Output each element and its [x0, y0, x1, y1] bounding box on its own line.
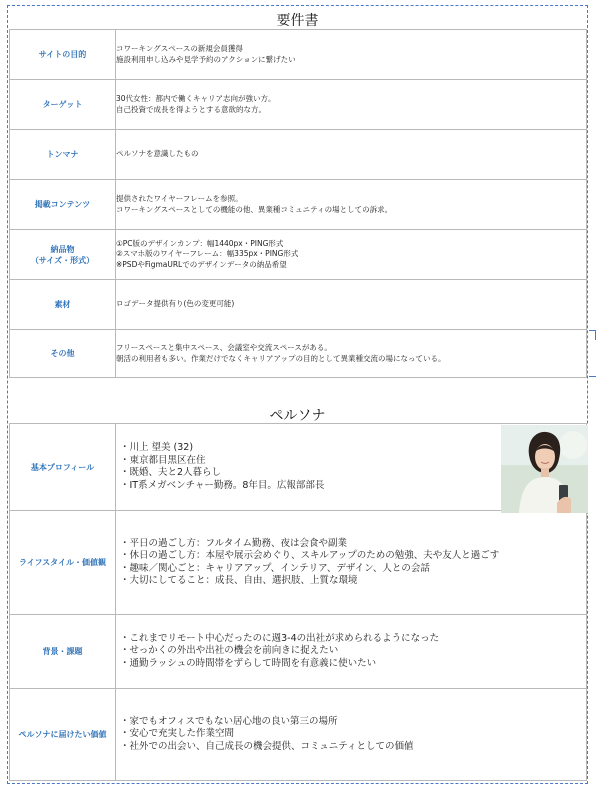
requirement-row: [10, 130, 587, 180]
requirement-content-line: 30代女性：都内で働くキャリア志向が強い方。: [116, 94, 276, 103]
requirement-row-label: トンマナ: [10, 130, 116, 180]
persona-row: [10, 511, 587, 615]
persona-row: [10, 615, 587, 689]
persona-row-label: ライフスタイル・価値観: [10, 511, 116, 615]
requirement-row: [10, 80, 587, 130]
persona-content-line: ・川上 望美 (32): [120, 442, 194, 453]
persona-content-line: ・これまでリモート中心だったのに週3-4の出社が求められるようになった: [120, 632, 440, 644]
requirement-row-label: サイトの目的: [10, 30, 116, 80]
requirement-row-content: [116, 230, 587, 280]
persona-row-label: ペルソナに届けたい価値: [10, 689, 116, 781]
requirement-row-content: [116, 180, 587, 230]
requirements-title: 要件書: [276, 13, 319, 29]
requirement-row-label: 素材: [10, 280, 116, 330]
persona-photo: [501, 425, 588, 513]
requirement-content-line: 朝活の利用者も多い。作業だけでなくキャリアアップの目的として異業種交流の場になっている。: [116, 353, 446, 363]
persona-content-line: ・IT系メガベンチャー勤務。8年目。広報部部長: [120, 479, 325, 491]
persona-content-line: ・既婚、夫と2人暮らし: [120, 467, 222, 478]
requirement-row-label: 納品物 （サイズ・形式）: [10, 230, 116, 280]
requirement-row: [10, 180, 587, 230]
requirements-table: [9, 29, 587, 378]
requirement-row-content: [116, 80, 587, 130]
persona-content-line: ・大切にしてること：成長、自由、選択肢、上質な環境: [120, 575, 358, 586]
requirement-content-line: ロゴデータ提供有り(色の変更可能): [116, 299, 235, 309]
persona-row-content: [116, 689, 587, 781]
persona-row-label: 背景・課題: [10, 615, 116, 689]
requirement-row-content: [116, 280, 587, 330]
persona-content-line: ・せっかくの外出や出社の機会を前向きに捉えたい: [120, 645, 339, 657]
requirement-row: [10, 230, 587, 280]
persona-content-line: ・家でもオフィスでもない居心地の良い第三の場所: [120, 715, 338, 727]
requirement-row-content: [116, 130, 587, 180]
persona-content-line: ・社外での出会い、自己成長の機会提供、コミュニティとしての価値: [120, 740, 414, 752]
persona-content-line: ・安心で充実した作業空間: [120, 728, 235, 740]
persona-content-line: ・休日の過ごし方：本屋や展示会めぐり、スキルアップのための勉強、夫や友人と過ごす: [120, 550, 500, 561]
persona-row: [10, 689, 587, 781]
persona-content-line: ・東京都目黒区在住: [120, 454, 206, 466]
requirement-content-line: 提供されたワイヤーフレームを参照。: [116, 194, 243, 203]
requirement-row: [10, 330, 587, 378]
persona-row-content: [116, 511, 587, 615]
requirement-row-content: [116, 330, 587, 378]
requirement-row-label: 掲載コンテンツ: [10, 180, 116, 230]
requirement-row-label: その他: [10, 330, 116, 378]
persona-content-line: ・平日の過ごし方：フルタイム勤務、夜は会食や副業: [120, 537, 348, 549]
requirement-content-line: ②スマホ版のワイヤーフレーム：幅335px・PING形式: [116, 249, 299, 259]
requirement-content-line: ペルソナを意識したもの: [116, 149, 199, 159]
requirement-content-line: コワーキングスペースの新規会員獲得: [116, 44, 243, 53]
persona-row-label: 基本プロフィール: [10, 424, 116, 511]
requirement-row: [10, 30, 587, 80]
requirement-content-line: ※PSDやFigmaURLでのデザインデータの納品希望: [116, 259, 287, 269]
persona-row: [10, 424, 587, 511]
requirement-content-line: ①PC版のデザインカンプ：幅1440px・PING形式: [116, 238, 284, 248]
requirement-row-content: [116, 30, 587, 80]
requirement-content-line: 自己投資で成長を得ようとする意欲的な方。: [116, 104, 266, 114]
side-marker: [589, 376, 596, 377]
persona-content-line: ・趣味／関心ごと：キャリアアップ、インテリア、デザイン、人との会話: [120, 562, 430, 574]
requirement-content-line: フリースペースと集中スペース、会議室や交流スペースがある。: [116, 343, 332, 352]
persona-title: ペルソナ: [269, 408, 326, 424]
requirement-row-label: ターゲット: [10, 80, 116, 130]
persona-row-content: [116, 615, 587, 689]
requirement-content-line: コワーキングスペースとしての機能の他、異業種コミュニティの場としての訴求。: [116, 204, 393, 214]
requirement-content-line: 施設利用申し込みや見学予約のアクションに繋げたい: [116, 54, 296, 64]
requirement-row: [10, 280, 587, 330]
persona-content-line: ・通勤ラッシュの時間帯をずらして時間を有意義に使いたい: [120, 657, 377, 669]
